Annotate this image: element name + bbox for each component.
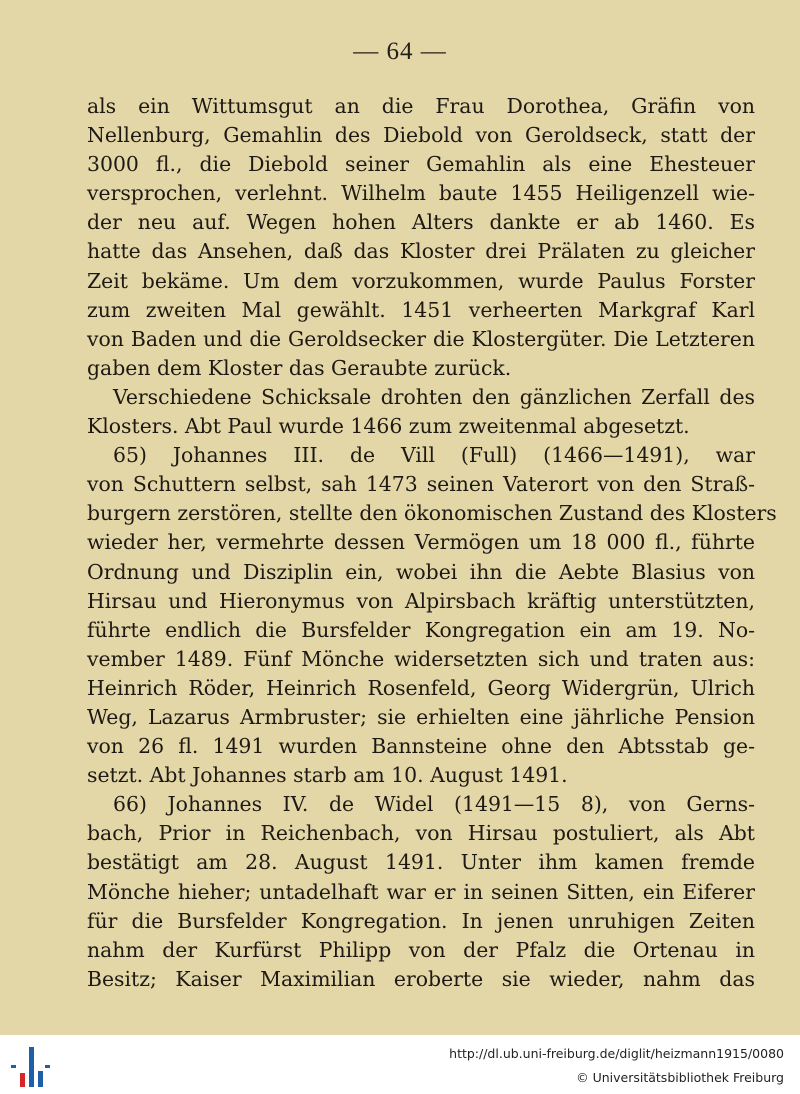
paragraph-end-line: setzt. Abt Johannes starb am 10. August 1491.: [87, 763, 568, 788]
text-line: wieder her, vermehrte dessen Vermögen um 18 000 fl., führte: [87, 530, 755, 555]
text-line: bestätigt am 28. August 1491. Unter ihm kamen fremde: [87, 850, 755, 875]
text-line: zum zweiten Mal gewählt. 1451 verheerten Markgraf Karl: [87, 297, 755, 322]
copyright-notice: © Universitätsbibliothek Freiburg: [576, 1070, 784, 1085]
text-line: der neu auf. Wegen hohen Alters dankte er ab 1460. Es: [87, 210, 755, 235]
text-line: vember 1489. Fünf Mönche widersetzten sich und traten aus:: [87, 646, 755, 671]
paragraph-start-line: 65) Johannes III. de Vill (Full) (1466—1491), war: [113, 443, 755, 468]
page-number: — 64 —: [353, 38, 447, 65]
source-url-link[interactable]: http://dl.ub.uni-freiburg.de/diglit/heizmann1915/0080: [449, 1046, 784, 1061]
logo-bar: [38, 1071, 43, 1087]
text-line: nahm der Kurfürst Philipp von der Pfalz die Ortenau in: [87, 937, 755, 962]
text-line: hatte das Ansehen, daß das Kloster drei Prälaten zu gleicher: [87, 239, 755, 264]
ub-freiburg-logo-icon: [6, 1045, 52, 1089]
text-line: Hirsau und Hieronymus von Alpirsbach kräftig unterstützten,: [87, 588, 755, 613]
logo-bar: [29, 1047, 34, 1087]
text-line: von 26 fl. 1491 wurden Bannsteine ohne den Abtsstab ge-: [87, 734, 755, 759]
paragraph-end-line: Klosters. Abt Paul wurde 1466 zum zweitenmal abgesetzt.: [87, 414, 690, 439]
text-line: Weg, Lazarus Armbruster; sie erhielten eine jährliche Pension: [87, 704, 755, 729]
text-line: Mönche hieher; untadelhaft war er in seinen Sitten, ein Eiferer: [87, 879, 755, 904]
page-body-text: [87, 92, 777, 994]
viewer-footer: [0, 1035, 800, 1094]
logo-bar: [45, 1065, 50, 1068]
text-line: 3000 fl., die Diebold seiner Gemahlin als eine Ehesteuer: [87, 152, 755, 177]
text-line: burgern zerstören, stellte den ökonomischen Zustand des Klosters: [87, 501, 777, 526]
text-line: Besitz; Kaiser Maximilian eroberte sie wieder, nahm das: [87, 966, 755, 991]
text-line: Zeit bekäme. Um dem vorzukommen, wurde Paulus Forster: [87, 268, 755, 293]
paragraph-start-line: Verschiedene Schicksale drohten den gänzlichen Zerfall des: [113, 384, 755, 409]
text-line: versprochen, verlehnt. Wilhelm baute 1455 Heiligenzell wie-: [87, 181, 755, 206]
text-line: Heinrich Röder, Heinrich Rosenfeld, Georg Widergrün, Ulrich: [87, 675, 755, 700]
paragraph-start-line: 66) Johannes IV. de Widel (1491—15 8), von Gerns-: [113, 792, 755, 817]
text-line: von Baden und die Geroldsecker die Klostergüter. Die Letzteren: [87, 326, 755, 351]
text-line: Nellenburg, Gemahlin des Diebold von Geroldseck, statt der: [87, 123, 755, 148]
text-line: von Schuttern selbst, sah 1473 seinen Vaterort von den Straß-: [87, 472, 755, 497]
text-line: für die Bursfelder Kongregation. In jenen unruhigen Zeiten: [87, 908, 755, 933]
text-line: Ordnung und Disziplin ein, wobei ihn die Aebte Blasius von: [87, 559, 755, 584]
logo-bar: [20, 1073, 25, 1087]
logo-bar: [11, 1065, 16, 1068]
text-line: führte endlich die Bursfelder Kongregation ein am 19. No-: [87, 617, 755, 642]
paragraph-end-line: gaben dem Kloster das Geraubte zurück.: [87, 355, 512, 380]
text-line: als ein Wittumsgut an die Frau Dorothea, Gräfin von: [87, 94, 755, 118]
text-line: bach, Prior in Reichenbach, von Hirsau postuliert, als Abt: [87, 821, 755, 846]
